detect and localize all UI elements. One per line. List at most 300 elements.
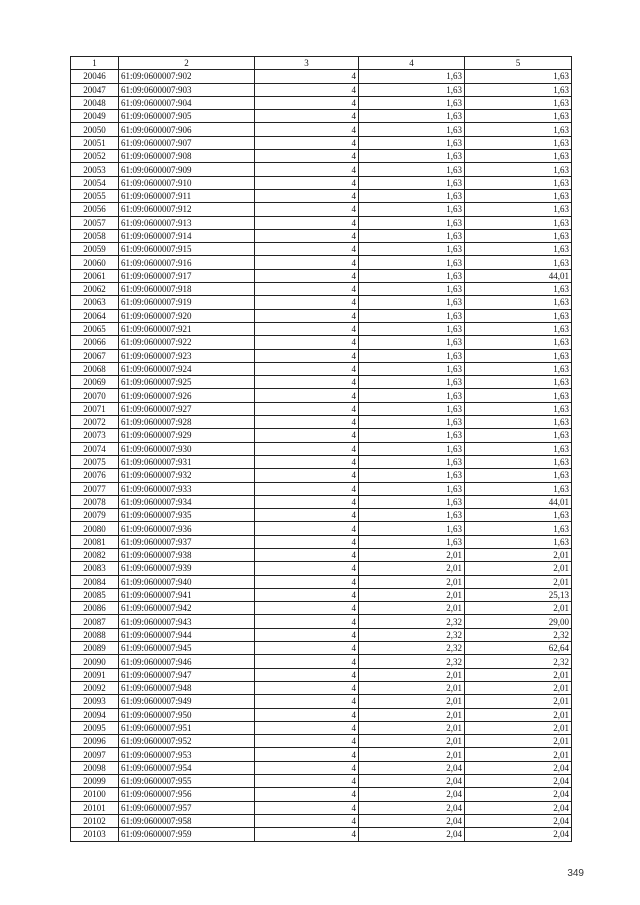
table-row xyxy=(71,562,572,575)
table-cell-col-3: 4 xyxy=(255,495,359,508)
table-cell-col-2: 61:09:0600007:954 xyxy=(119,761,255,774)
table-cell-col-2: 61:09:0600007:923 xyxy=(119,349,255,362)
table-cell-col-3: 4 xyxy=(255,256,359,269)
table-cell-col-3: 4 xyxy=(255,163,359,176)
table-cell-col-5: 2,01 xyxy=(465,575,572,588)
table-cell-col-1: 20072 xyxy=(71,416,119,429)
table-cell-col-4: 2,32 xyxy=(359,628,465,641)
table-cell-col-2: 61:09:0600007:957 xyxy=(119,801,255,814)
table-cell-col-2: 61:09:0600007:919 xyxy=(119,296,255,309)
table-cell-col-1: 20087 xyxy=(71,615,119,628)
table-cell-col-5: 1,63 xyxy=(465,522,572,535)
table-cell-col-5: 1,63 xyxy=(465,283,572,296)
table-cell-col-2: 61:09:0600007:932 xyxy=(119,469,255,482)
table-row xyxy=(71,801,572,814)
table-cell-col-4: 2,01 xyxy=(359,575,465,588)
table-cell-col-1: 20067 xyxy=(71,349,119,362)
table-cell-col-2: 61:09:0600007:941 xyxy=(119,588,255,601)
table-cell-col-1: 20084 xyxy=(71,575,119,588)
table-cell-col-1: 20099 xyxy=(71,775,119,788)
table-cell-col-2: 61:09:0600007:947 xyxy=(119,668,255,681)
table-row xyxy=(71,416,572,429)
table-row xyxy=(71,429,572,442)
table-cell-col-4: 2,01 xyxy=(359,602,465,615)
table-cell-col-3: 4 xyxy=(255,150,359,163)
table-row xyxy=(71,455,572,468)
table-cell-col-3: 4 xyxy=(255,775,359,788)
table-row xyxy=(71,681,572,694)
table-row xyxy=(71,814,572,827)
table-cell-col-2: 61:09:0600007:926 xyxy=(119,389,255,402)
table-cell-col-5: 1,63 xyxy=(465,416,572,429)
table-cell-col-5: 2,01 xyxy=(465,695,572,708)
table-cell-col-2: 61:09:0600007:905 xyxy=(119,110,255,123)
header-cell-3: 3 xyxy=(255,57,359,70)
table-cell-col-2: 61:09:0600007:940 xyxy=(119,575,255,588)
table-cell-col-1: 20082 xyxy=(71,548,119,561)
table-row xyxy=(71,695,572,708)
table-cell-col-1: 20069 xyxy=(71,376,119,389)
table-cell-col-3: 4 xyxy=(255,708,359,721)
table-cell-col-3: 4 xyxy=(255,83,359,96)
table-cell-col-5: 2,01 xyxy=(465,562,572,575)
table-cell-col-3: 4 xyxy=(255,283,359,296)
table-row xyxy=(71,482,572,495)
table-row xyxy=(71,522,572,535)
table-cell-col-3: 4 xyxy=(255,455,359,468)
table-cell-col-3: 4 xyxy=(255,216,359,229)
table-cell-col-5: 1,63 xyxy=(465,229,572,242)
table-cell-col-3: 4 xyxy=(255,442,359,455)
table-cell-col-2: 61:09:0600007:903 xyxy=(119,83,255,96)
table-cell-col-4: 1,63 xyxy=(359,442,465,455)
table-cell-col-1: 20091 xyxy=(71,668,119,681)
table-cell-col-1: 20046 xyxy=(71,70,119,83)
table-cell-col-2: 61:09:0600007:939 xyxy=(119,562,255,575)
table-cell-col-2: 61:09:0600007:912 xyxy=(119,203,255,216)
table-row xyxy=(71,322,572,335)
table-cell-col-4: 1,63 xyxy=(359,309,465,322)
table-row xyxy=(71,775,572,788)
table-row xyxy=(71,376,572,389)
table-cell-col-3: 4 xyxy=(255,655,359,668)
header-cell-5: 5 xyxy=(465,57,572,70)
table-cell-col-2: 61:09:0600007:914 xyxy=(119,229,255,242)
table-cell-col-1: 20062 xyxy=(71,283,119,296)
table-cell-col-1: 20056 xyxy=(71,203,119,216)
table-cell-col-2: 61:09:0600007:937 xyxy=(119,535,255,548)
table-cell-col-4: 1,63 xyxy=(359,136,465,149)
table-cell-col-4: 1,63 xyxy=(359,70,465,83)
table-cell-col-1: 20051 xyxy=(71,136,119,149)
table-cell-col-2: 61:09:0600007:930 xyxy=(119,442,255,455)
table-cell-col-3: 4 xyxy=(255,562,359,575)
table-cell-col-1: 20088 xyxy=(71,628,119,641)
table-cell-col-3: 4 xyxy=(255,828,359,841)
table-row xyxy=(71,110,572,123)
table-cell-col-5: 1,63 xyxy=(465,243,572,256)
table-cell-col-4: 2,04 xyxy=(359,814,465,827)
table-cell-col-4: 2,01 xyxy=(359,681,465,694)
table-row xyxy=(71,283,572,296)
table-cell-col-4: 2,01 xyxy=(359,695,465,708)
table-cell-col-5: 1,63 xyxy=(465,150,572,163)
table-cell-col-1: 20066 xyxy=(71,336,119,349)
table-cell-col-5: 2,04 xyxy=(465,828,572,841)
table-cell-col-5: 1,63 xyxy=(465,96,572,109)
table-cell-col-3: 4 xyxy=(255,721,359,734)
table-cell-col-1: 20097 xyxy=(71,748,119,761)
table-cell-col-3: 4 xyxy=(255,176,359,189)
table-cell-col-4: 2,32 xyxy=(359,615,465,628)
table-row xyxy=(71,548,572,561)
table-cell-col-5: 2,01 xyxy=(465,602,572,615)
table-cell-col-3: 4 xyxy=(255,336,359,349)
table-cell-col-5: 1,63 xyxy=(465,83,572,96)
table-row xyxy=(71,628,572,641)
table-cell-col-1: 20078 xyxy=(71,495,119,508)
table-cell-col-5: 1,63 xyxy=(465,176,572,189)
table-cell-col-3: 4 xyxy=(255,628,359,641)
table-cell-col-4: 2,04 xyxy=(359,788,465,801)
table-row xyxy=(71,163,572,176)
table-cell-col-4: 1,63 xyxy=(359,110,465,123)
table-row xyxy=(71,708,572,721)
table-cell-col-5: 1,63 xyxy=(465,402,572,415)
table-cell-col-2: 61:09:0600007:956 xyxy=(119,788,255,801)
table-cell-col-5: 2,01 xyxy=(465,721,572,734)
table-cell-col-3: 4 xyxy=(255,136,359,149)
table-row xyxy=(71,748,572,761)
table-cell-col-2: 61:09:0600007:902 xyxy=(119,70,255,83)
table-row xyxy=(71,229,572,242)
table-cell-col-3: 4 xyxy=(255,509,359,522)
table-cell-col-3: 4 xyxy=(255,389,359,402)
table-cell-col-5: 1,63 xyxy=(465,442,572,455)
table-cell-col-1: 20094 xyxy=(71,708,119,721)
table-cell-col-5: 25,13 xyxy=(465,588,572,601)
table-cell-col-1: 20054 xyxy=(71,176,119,189)
table-cell-col-5: 2,32 xyxy=(465,655,572,668)
table-row xyxy=(71,176,572,189)
table-cell-col-1: 20071 xyxy=(71,402,119,415)
table-row xyxy=(71,402,572,415)
table-cell-col-2: 61:09:0600007:952 xyxy=(119,735,255,748)
table-cell-col-2: 61:09:0600007:953 xyxy=(119,748,255,761)
table-cell-col-3: 4 xyxy=(255,761,359,774)
table-row xyxy=(71,96,572,109)
table-row xyxy=(71,362,572,375)
table-cell-col-4: 1,63 xyxy=(359,362,465,375)
table-row xyxy=(71,349,572,362)
table-cell-col-5: 44,01 xyxy=(465,495,572,508)
table-cell-col-2: 61:09:0600007:955 xyxy=(119,775,255,788)
table-cell-col-4: 1,63 xyxy=(359,322,465,335)
table-cell-col-3: 4 xyxy=(255,695,359,708)
table-cell-col-1: 20100 xyxy=(71,788,119,801)
table-cell-col-4: 2,04 xyxy=(359,775,465,788)
table-cell-col-5: 2,01 xyxy=(465,708,572,721)
table-cell-col-4: 1,63 xyxy=(359,389,465,402)
table-cell-col-2: 61:09:0600007:935 xyxy=(119,509,255,522)
table-cell-col-1: 20068 xyxy=(71,362,119,375)
table-cell-col-2: 61:09:0600007:904 xyxy=(119,96,255,109)
table-cell-col-4: 2,01 xyxy=(359,708,465,721)
table-cell-col-4: 1,63 xyxy=(359,150,465,163)
table-cell-col-3: 4 xyxy=(255,349,359,362)
table-cell-col-3: 4 xyxy=(255,469,359,482)
table-cell-col-5: 1,63 xyxy=(465,110,572,123)
table-cell-col-5: 2,32 xyxy=(465,628,572,641)
table-cell-col-3: 4 xyxy=(255,535,359,548)
table-cell-col-4: 1,63 xyxy=(359,416,465,429)
table-cell-col-5: 1,63 xyxy=(465,482,572,495)
table-row xyxy=(71,70,572,83)
table-row xyxy=(71,296,572,309)
table-cell-col-5: 1,63 xyxy=(465,189,572,202)
table-cell-col-1: 20102 xyxy=(71,814,119,827)
table-cell-col-5: 1,63 xyxy=(465,362,572,375)
table-cell-col-1: 20090 xyxy=(71,655,119,668)
table-cell-col-1: 20101 xyxy=(71,801,119,814)
table-cell-col-2: 61:09:0600007:938 xyxy=(119,548,255,561)
table-cell-col-3: 4 xyxy=(255,229,359,242)
table-cell-col-2: 61:09:0600007:936 xyxy=(119,522,255,535)
table-cell-col-1: 20086 xyxy=(71,602,119,615)
table-row xyxy=(71,828,572,841)
table-cell-col-1: 20061 xyxy=(71,269,119,282)
table-row xyxy=(71,442,572,455)
table-row xyxy=(71,602,572,615)
table-cell-col-2: 61:09:0600007:934 xyxy=(119,495,255,508)
table-cell-col-3: 4 xyxy=(255,788,359,801)
table-cell-col-1: 20074 xyxy=(71,442,119,455)
table-cell-col-4: 2,01 xyxy=(359,735,465,748)
table-cell-col-4: 2,04 xyxy=(359,828,465,841)
table-cell-col-3: 4 xyxy=(255,642,359,655)
table-cell-col-4: 1,63 xyxy=(359,509,465,522)
table-cell-col-2: 61:09:0600007:922 xyxy=(119,336,255,349)
table-row xyxy=(71,123,572,136)
table-cell-col-5: 2,01 xyxy=(465,681,572,694)
table-row xyxy=(71,535,572,548)
table-row xyxy=(71,269,572,282)
table-cell-col-5: 1,63 xyxy=(465,309,572,322)
table-row xyxy=(71,309,572,322)
table-cell-col-4: 1,63 xyxy=(359,243,465,256)
table-cell-col-1: 20064 xyxy=(71,309,119,322)
table-cell-col-1: 20052 xyxy=(71,150,119,163)
table-row xyxy=(71,189,572,202)
table-cell-col-1: 20065 xyxy=(71,322,119,335)
table-cell-col-3: 4 xyxy=(255,735,359,748)
table-cell-col-5: 2,04 xyxy=(465,788,572,801)
table-cell-col-4: 2,01 xyxy=(359,748,465,761)
table-cell-col-5: 2,04 xyxy=(465,775,572,788)
table-cell-col-3: 4 xyxy=(255,243,359,256)
table-cell-col-2: 61:09:0600007:927 xyxy=(119,402,255,415)
table-cell-col-1: 20063 xyxy=(71,296,119,309)
table-cell-col-1: 20093 xyxy=(71,695,119,708)
table-cell-col-5: 1,63 xyxy=(465,163,572,176)
table-cell-col-3: 4 xyxy=(255,814,359,827)
table-cell-col-2: 61:09:0600007:913 xyxy=(119,216,255,229)
table-cell-col-2: 61:09:0600007:925 xyxy=(119,376,255,389)
table-cell-col-5: 1,63 xyxy=(465,336,572,349)
table-cell-col-1: 20049 xyxy=(71,110,119,123)
table-row xyxy=(71,668,572,681)
table-cell-col-5: 2,01 xyxy=(465,668,572,681)
table-cell-col-4: 1,63 xyxy=(359,123,465,136)
table-cell-col-5: 1,63 xyxy=(465,389,572,402)
table-row xyxy=(71,655,572,668)
table-cell-col-3: 4 xyxy=(255,376,359,389)
table-cell-col-1: 20080 xyxy=(71,522,119,535)
table-cell-col-3: 4 xyxy=(255,203,359,216)
table-cell-col-5: 2,01 xyxy=(465,748,572,761)
table-cell-col-1: 20048 xyxy=(71,96,119,109)
table-row xyxy=(71,495,572,508)
table-cell-col-3: 4 xyxy=(255,801,359,814)
table-cell-col-4: 1,63 xyxy=(359,376,465,389)
table-cell-col-1: 20079 xyxy=(71,509,119,522)
table-cell-col-4: 1,63 xyxy=(359,176,465,189)
table-cell-col-3: 4 xyxy=(255,575,359,588)
table-cell-col-5: 44,01 xyxy=(465,269,572,282)
table-cell-col-3: 4 xyxy=(255,602,359,615)
table-cell-col-3: 4 xyxy=(255,123,359,136)
table-cell-col-4: 1,63 xyxy=(359,336,465,349)
table-cell-col-3: 4 xyxy=(255,429,359,442)
table-cell-col-2: 61:09:0600007:931 xyxy=(119,455,255,468)
table-cell-col-3: 4 xyxy=(255,322,359,335)
table-cell-col-3: 4 xyxy=(255,402,359,415)
table-cell-col-1: 20055 xyxy=(71,189,119,202)
table-cell-col-1: 20070 xyxy=(71,389,119,402)
table-cell-col-3: 4 xyxy=(255,615,359,628)
table-cell-col-1: 20095 xyxy=(71,721,119,734)
table-cell-col-3: 4 xyxy=(255,522,359,535)
table-cell-col-5: 1,63 xyxy=(465,429,572,442)
table-cell-col-5: 1,63 xyxy=(465,349,572,362)
table-cell-col-3: 4 xyxy=(255,296,359,309)
table-row xyxy=(71,150,572,163)
table-cell-col-2: 61:09:0600007:945 xyxy=(119,642,255,655)
table-cell-col-5: 2,04 xyxy=(465,761,572,774)
table-cell-col-5: 1,63 xyxy=(465,322,572,335)
table-cell-col-5: 2,04 xyxy=(465,801,572,814)
table-cell-col-2: 61:09:0600007:948 xyxy=(119,681,255,694)
table-cell-col-2: 61:09:0600007:959 xyxy=(119,828,255,841)
table-row xyxy=(71,389,572,402)
table-row xyxy=(71,136,572,149)
table-cell-col-2: 61:09:0600007:951 xyxy=(119,721,255,734)
table-cell-col-2: 61:09:0600007:911 xyxy=(119,189,255,202)
table-cell-col-4: 1,63 xyxy=(359,535,465,548)
table-cell-col-5: 2,01 xyxy=(465,548,572,561)
header-cell-2: 2 xyxy=(119,57,255,70)
table-cell-col-4: 1,63 xyxy=(359,349,465,362)
table-header xyxy=(71,57,572,70)
table-row xyxy=(71,642,572,655)
table-cell-col-2: 61:09:0600007:943 xyxy=(119,615,255,628)
table-cell-col-2: 61:09:0600007:916 xyxy=(119,256,255,269)
table-cell-col-5: 1,63 xyxy=(465,509,572,522)
table-cell-col-2: 61:09:0600007:921 xyxy=(119,322,255,335)
table-cell-col-4: 2,32 xyxy=(359,655,465,668)
table-cell-col-2: 61:09:0600007:915 xyxy=(119,243,255,256)
table-cell-col-1: 20092 xyxy=(71,681,119,694)
table-cell-col-4: 1,63 xyxy=(359,163,465,176)
table-cell-col-1: 20053 xyxy=(71,163,119,176)
table-cell-col-3: 4 xyxy=(255,681,359,694)
table-cell-col-3: 4 xyxy=(255,416,359,429)
table-cell-col-2: 61:09:0600007:906 xyxy=(119,123,255,136)
table-cell-col-4: 1,63 xyxy=(359,482,465,495)
table-cell-col-4: 1,63 xyxy=(359,495,465,508)
table-row xyxy=(71,469,572,482)
table-row xyxy=(71,735,572,748)
page-number: 349 xyxy=(567,868,584,879)
table-cell-col-4: 1,63 xyxy=(359,96,465,109)
table-cell-col-5: 2,01 xyxy=(465,735,572,748)
table-cell-col-1: 20098 xyxy=(71,761,119,774)
table-cell-col-4: 2,01 xyxy=(359,562,465,575)
table-cell-col-3: 4 xyxy=(255,548,359,561)
table-cell-col-2: 61:09:0600007:907 xyxy=(119,136,255,149)
table-cell-col-4: 1,63 xyxy=(359,256,465,269)
table-cell-col-1: 20081 xyxy=(71,535,119,548)
table-cell-col-4: 2,01 xyxy=(359,668,465,681)
table-cell-col-2: 61:09:0600007:910 xyxy=(119,176,255,189)
table-cell-col-4: 1,63 xyxy=(359,203,465,216)
table-row xyxy=(71,575,572,588)
table-cell-col-4: 2,04 xyxy=(359,761,465,774)
table-cell-col-5: 1,63 xyxy=(465,203,572,216)
table-cell-col-1: 20058 xyxy=(71,229,119,242)
table-cell-col-4: 1,63 xyxy=(359,229,465,242)
table-row xyxy=(71,256,572,269)
table-cell-col-3: 4 xyxy=(255,110,359,123)
table-row xyxy=(71,588,572,601)
table-cell-col-2: 61:09:0600007:928 xyxy=(119,416,255,429)
table-cell-col-4: 1,63 xyxy=(359,402,465,415)
table-cell-col-4: 1,63 xyxy=(359,189,465,202)
table-cell-col-5: 1,63 xyxy=(465,535,572,548)
table-cell-col-4: 1,63 xyxy=(359,429,465,442)
table-cell-col-1: 20103 xyxy=(71,828,119,841)
table-cell-col-1: 20075 xyxy=(71,455,119,468)
table-cell-col-4: 1,63 xyxy=(359,269,465,282)
table-cell-col-4: 2,01 xyxy=(359,721,465,734)
table-cell-col-5: 1,63 xyxy=(465,136,572,149)
table-row xyxy=(71,83,572,96)
table-cell-col-1: 20076 xyxy=(71,469,119,482)
table-row xyxy=(71,615,572,628)
table-row xyxy=(71,203,572,216)
header-cell-1: 1 xyxy=(71,57,119,70)
table-cell-col-5: 2,04 xyxy=(465,814,572,827)
table-cell-col-5: 1,63 xyxy=(465,455,572,468)
table-cell-col-2: 61:09:0600007:924 xyxy=(119,362,255,375)
table-cell-col-1: 20083 xyxy=(71,562,119,575)
table-cell-col-5: 1,63 xyxy=(465,256,572,269)
table-cell-col-3: 4 xyxy=(255,96,359,109)
table-cell-col-4: 2,01 xyxy=(359,548,465,561)
table-cell-col-5: 1,63 xyxy=(465,469,572,482)
table-row xyxy=(71,509,572,522)
table-cell-col-1: 20073 xyxy=(71,429,119,442)
